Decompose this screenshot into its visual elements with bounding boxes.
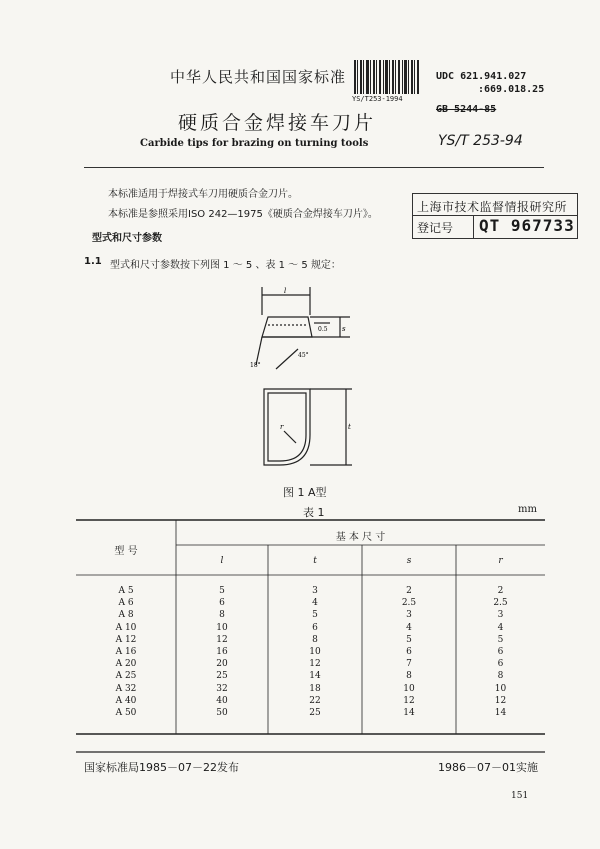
table-cell-value: 10 <box>216 622 228 633</box>
barcode-label: YS/T253-1994 <box>352 95 403 103</box>
table-cell-value: 6 <box>497 647 504 657</box>
angle-1-label: 18° <box>250 362 261 369</box>
section-heading: 型式和尺寸参数 <box>92 233 162 244</box>
table-cell-value: 22 <box>309 695 321 706</box>
table-cell-value: 3 <box>497 610 504 621</box>
reference-paragraph: 本标准是参照采用ISO 242—1975《硬质合金焊接车刀片》。 <box>108 209 378 220</box>
table-cell-model: A 10 <box>115 622 137 633</box>
table-cell-value: 5 <box>497 634 504 645</box>
table-cell-model: A 40 <box>115 695 137 706</box>
header-model: 型 号 <box>114 546 138 557</box>
table-cell-value: 18 <box>309 683 321 694</box>
table-cell-value: 3 <box>312 586 318 596</box>
table-cell-model: A 5 <box>118 586 134 596</box>
table-cell-value: 16 <box>216 647 228 657</box>
col-t-header: t <box>313 556 317 566</box>
table-cell-value: 12 <box>494 695 507 706</box>
udc-code-line1: UDC 621.941.027 <box>436 71 527 82</box>
col-l-header: l <box>220 556 224 566</box>
udc-code-line2: :669.018.25 <box>478 84 545 95</box>
table-cell-value: 7 <box>406 659 412 670</box>
table-cell-value: 12 <box>309 659 321 670</box>
stamp-registration-number: QT 967733 <box>479 216 575 235</box>
figure-caption: 图 1 A型 <box>283 486 327 499</box>
handwritten-standard-code: YS/T 253-94 <box>438 133 523 149</box>
stamp-institution: 上海市技术监督情报研究所 <box>417 200 568 214</box>
table-cell-value: 5 <box>406 634 412 645</box>
table-cell-value: 2 <box>406 586 412 596</box>
table-cell-value: 25 <box>309 708 321 718</box>
table-cell-value: 8 <box>406 671 412 682</box>
header-basic-dimensions: 基 本 尺 寸 <box>335 532 386 543</box>
table-cell-model: A 32 <box>115 683 137 694</box>
table-cell-value: 14 <box>403 708 415 718</box>
table-cell-value: 12 <box>216 634 228 645</box>
table-cell-model: A 20 <box>115 659 137 670</box>
table-cell-value: 8 <box>312 634 318 645</box>
table-cell-value: 6 <box>219 598 225 609</box>
table-cell-value: 10 <box>403 683 415 694</box>
table-cell-model: A 50 <box>115 708 137 718</box>
table-cell-value: 10 <box>494 683 507 694</box>
dim-l-label: l <box>284 287 287 295</box>
table-cell-value: 32 <box>216 683 228 694</box>
clause-number: 1.1 <box>84 256 102 267</box>
table-cell-value: 5 <box>219 586 225 596</box>
table-cell-value: 4 <box>406 622 412 633</box>
document-title-english: Carbide tips for brazing on turning tools <box>140 138 369 149</box>
table-cell-value: 10 <box>309 647 321 657</box>
table-cell-value: 40 <box>216 695 228 706</box>
table-cell-value: 4 <box>312 598 318 609</box>
effective-date: 1986－07－01实施 <box>438 761 538 774</box>
table-cell-value: 14 <box>494 708 507 718</box>
table-cell-model: A 6 <box>118 598 134 609</box>
table-cell-model: A 8 <box>118 610 134 621</box>
table-cell-value: 8 <box>219 610 225 621</box>
col-s-header: s <box>406 556 412 566</box>
stamp-registration-label: 登记号 <box>417 221 454 235</box>
table-cell-value: 12 <box>403 695 415 706</box>
table-cell-value: 2 <box>497 586 504 596</box>
table-cell-model: A 12 <box>115 634 137 645</box>
table-cell-value: 4 <box>497 622 504 633</box>
dim-r-label: r <box>280 423 284 431</box>
table-cell-value: 6 <box>406 647 412 657</box>
table-cell-value: 2.5 <box>493 598 508 609</box>
table-cell-value: 50 <box>216 708 228 718</box>
table-cell-value: 6 <box>497 659 504 670</box>
table-cell-value: 5 <box>312 610 318 621</box>
scope-paragraph: 本标准适用于焊接式车刀用硬质合金刀片。 <box>108 189 298 200</box>
issue-date: 国家标准局1985－07－22发布 <box>84 761 239 774</box>
table-caption: 表 1 <box>303 506 325 519</box>
standard-category: 中华人民共和国国家标准 <box>170 68 347 86</box>
col-r-header: r <box>498 556 503 566</box>
dim-s-label: s <box>342 325 346 333</box>
table-cell-value: 8 <box>497 671 504 682</box>
table-cell-value: 14 <box>309 671 321 682</box>
table-cell-value: 20 <box>216 659 228 670</box>
table-cell-value: 25 <box>216 671 228 682</box>
table-cell-model: A 25 <box>115 671 137 682</box>
table-unit: mm <box>518 504 537 515</box>
superseded-standard: GB 5244-85 <box>436 104 497 115</box>
page-number: 151 <box>511 791 529 801</box>
angle-2-label: 45° <box>298 352 309 359</box>
clause-text: 型式和尺寸参数按下列图 1 ～ 5 、表 1 ～ 5 规定： <box>110 260 341 271</box>
dim-chamfer-label: 0.5 <box>318 326 328 333</box>
dim-t-label: t <box>348 423 351 431</box>
table-cell-value: 2.5 <box>401 598 417 609</box>
table-cell-model: A 16 <box>115 647 137 657</box>
table-cell-value: 6 <box>312 622 318 633</box>
table-cell-value: 3 <box>406 610 412 621</box>
document-title: 硬质合金焊接车刀片 <box>178 112 377 134</box>
